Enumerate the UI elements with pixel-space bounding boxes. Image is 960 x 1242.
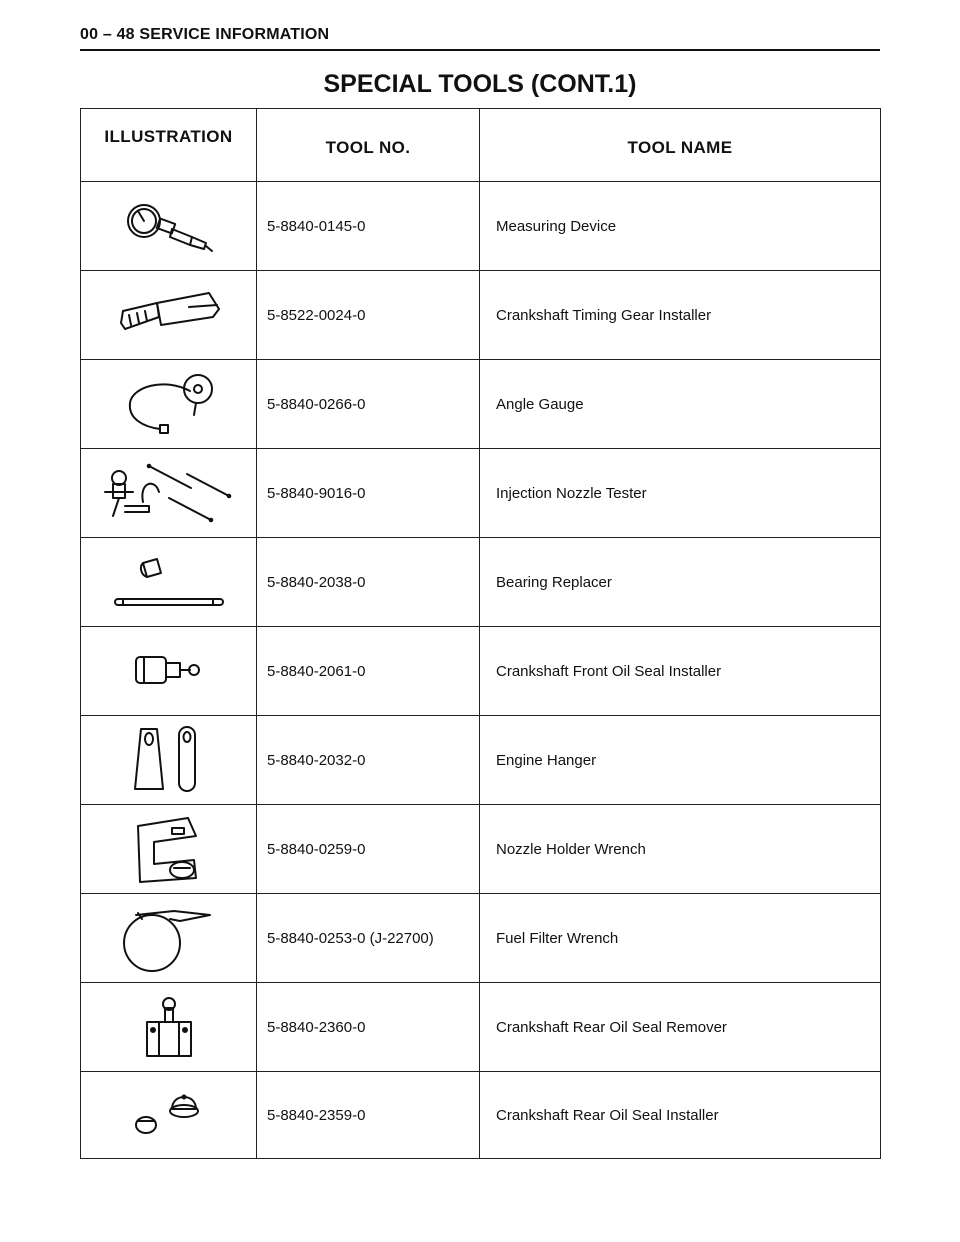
illustration-cell — [81, 716, 257, 805]
table-row — [81, 805, 881, 894]
illustration-cell — [81, 894, 257, 983]
illustration-cell — [81, 1072, 257, 1159]
tool-no-cell: 5-8840-2032-0 — [257, 716, 480, 805]
tool-name-cell: Crankshaft Timing Gear Installer — [480, 271, 881, 360]
tool-name-cell: Crankshaft Rear Oil Seal Installer — [480, 1072, 881, 1159]
engine-hanger-icon — [119, 723, 219, 797]
tool-no-cell: 5-8840-2038-0 — [257, 538, 480, 627]
tool-no-cell: 5-8840-2360-0 — [257, 983, 480, 1072]
illustration-cell — [81, 983, 257, 1072]
table-row — [81, 360, 881, 449]
table-row — [81, 1072, 881, 1159]
bearing-replacer-icon — [109, 547, 229, 617]
tool-name-cell: Injection Nozzle Tester — [480, 449, 881, 538]
angle-gauge-icon — [114, 369, 224, 439]
column-header-tool-no: TOOL NO. — [257, 109, 480, 182]
table-row — [81, 983, 881, 1072]
table-row — [81, 271, 881, 360]
tool-no-cell: 5-8522-0024-0 — [257, 271, 480, 360]
column-header-illustration: ILLUSTRATION — [81, 109, 257, 182]
tool-name-cell: Crankshaft Front Oil Seal Installer — [480, 627, 881, 716]
illustration-cell — [81, 271, 257, 360]
table-row — [81, 627, 881, 716]
tool-no-cell: 5-8840-0266-0 — [257, 360, 480, 449]
illustration-cell — [81, 627, 257, 716]
header-rule — [80, 49, 880, 51]
tool-name-cell: Fuel Filter Wrench — [480, 894, 881, 983]
table-row — [81, 182, 881, 271]
tool-no-cell: 5-8840-0259-0 — [257, 805, 480, 894]
tool-name-cell: Angle Gauge — [480, 360, 881, 449]
nozzle-holder-wrench-icon — [124, 812, 214, 886]
nozzle-tester-icon — [99, 458, 239, 528]
tool-no-cell: 5-8840-2061-0 — [257, 627, 480, 716]
table-row — [81, 538, 881, 627]
tool-no-cell: 5-8840-0145-0 — [257, 182, 480, 271]
rear-seal-installer-icon — [124, 1085, 214, 1145]
tool-name-cell: Crankshaft Rear Oil Seal Remover — [480, 983, 881, 1072]
tool-name-cell: Nozzle Holder Wrench — [480, 805, 881, 894]
tool-name-cell: Bearing Replacer — [480, 538, 881, 627]
column-header-tool-name: TOOL NAME — [480, 109, 881, 182]
illustration-cell — [81, 538, 257, 627]
illustration-cell — [81, 182, 257, 271]
tool-no-cell: 5-8840-2359-0 — [257, 1072, 480, 1159]
page-header: 00 – 48 SERVICE INFORMATION — [80, 26, 330, 43]
illustration-cell — [81, 360, 257, 449]
timing-gear-installer-icon — [109, 285, 229, 345]
table-row — [81, 894, 881, 983]
table-row — [81, 716, 881, 805]
illustration-cell — [81, 449, 257, 538]
special-tools-table — [80, 108, 881, 1159]
table-row — [81, 449, 881, 538]
dial-gauge-icon — [114, 191, 224, 261]
page-title: SPECIAL TOOLS (CONT.1) — [323, 70, 637, 98]
front-seal-installer-icon — [124, 641, 214, 701]
fuel-filter-wrench-icon — [114, 901, 224, 975]
tool-no-cell: 5-8840-0253-0 (J-22700) — [257, 894, 480, 983]
rear-seal-remover-icon — [129, 990, 209, 1064]
tool-no-cell: 5-8840-9016-0 — [257, 449, 480, 538]
illustration-cell — [81, 805, 257, 894]
tool-name-cell: Engine Hanger — [480, 716, 881, 805]
table-header-row — [81, 109, 881, 182]
tool-name-cell: Measuring Device — [480, 182, 881, 271]
